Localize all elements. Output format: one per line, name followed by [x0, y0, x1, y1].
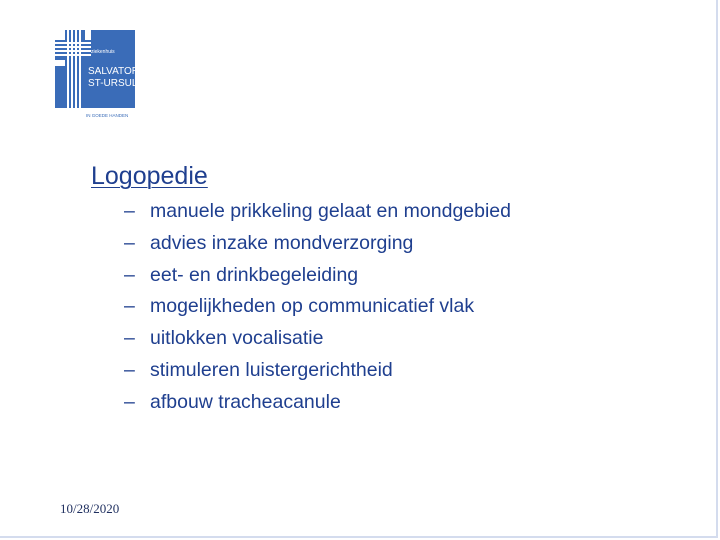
list-item [124, 200, 511, 232]
bullet-dash: – [124, 263, 135, 286]
bullet-dash: – [124, 327, 135, 350]
list-item [124, 232, 511, 264]
bullet-text: advies inzake mondverzorging [150, 231, 414, 254]
bullet-text: afbouw tracheacanule [150, 390, 341, 413]
logo-line2: SALVATOR [88, 66, 139, 77]
bullet-text: manuele prikkeling gelaat en mondgebied [150, 200, 511, 222]
bullet-text: eet- en drinkbegeleiding [150, 263, 359, 286]
list-item [124, 295, 511, 327]
hospital-logo [53, 28, 145, 120]
bullet-text: mogelijkheden op communicatief vlak [150, 295, 475, 318]
list-item [124, 327, 511, 359]
bullet-text: uitlokken vocalisatie [150, 327, 324, 350]
slide-date: 10/28/2020 [60, 501, 120, 516]
slide-title: Logopedie [91, 162, 208, 190]
cross-emblem-icon [53, 28, 145, 120]
bullet-dash: – [124, 390, 135, 413]
logo-line3: ST-URSULA [88, 78, 145, 89]
logo-tagline: IN GOEDE HANDEN [86, 113, 129, 118]
bullet-dash: – [124, 295, 135, 318]
bullet-text: stimuleren luistergerichtheid [150, 358, 393, 381]
bullet-dash: – [124, 231, 135, 254]
logo-line1: ziekenhuis [91, 49, 115, 55]
list-item [124, 359, 511, 391]
bullet-dash: – [124, 358, 135, 381]
list-item [124, 264, 511, 296]
bullet-dash: – [124, 200, 135, 222]
bullet-list [124, 200, 511, 423]
list-item [124, 391, 511, 423]
